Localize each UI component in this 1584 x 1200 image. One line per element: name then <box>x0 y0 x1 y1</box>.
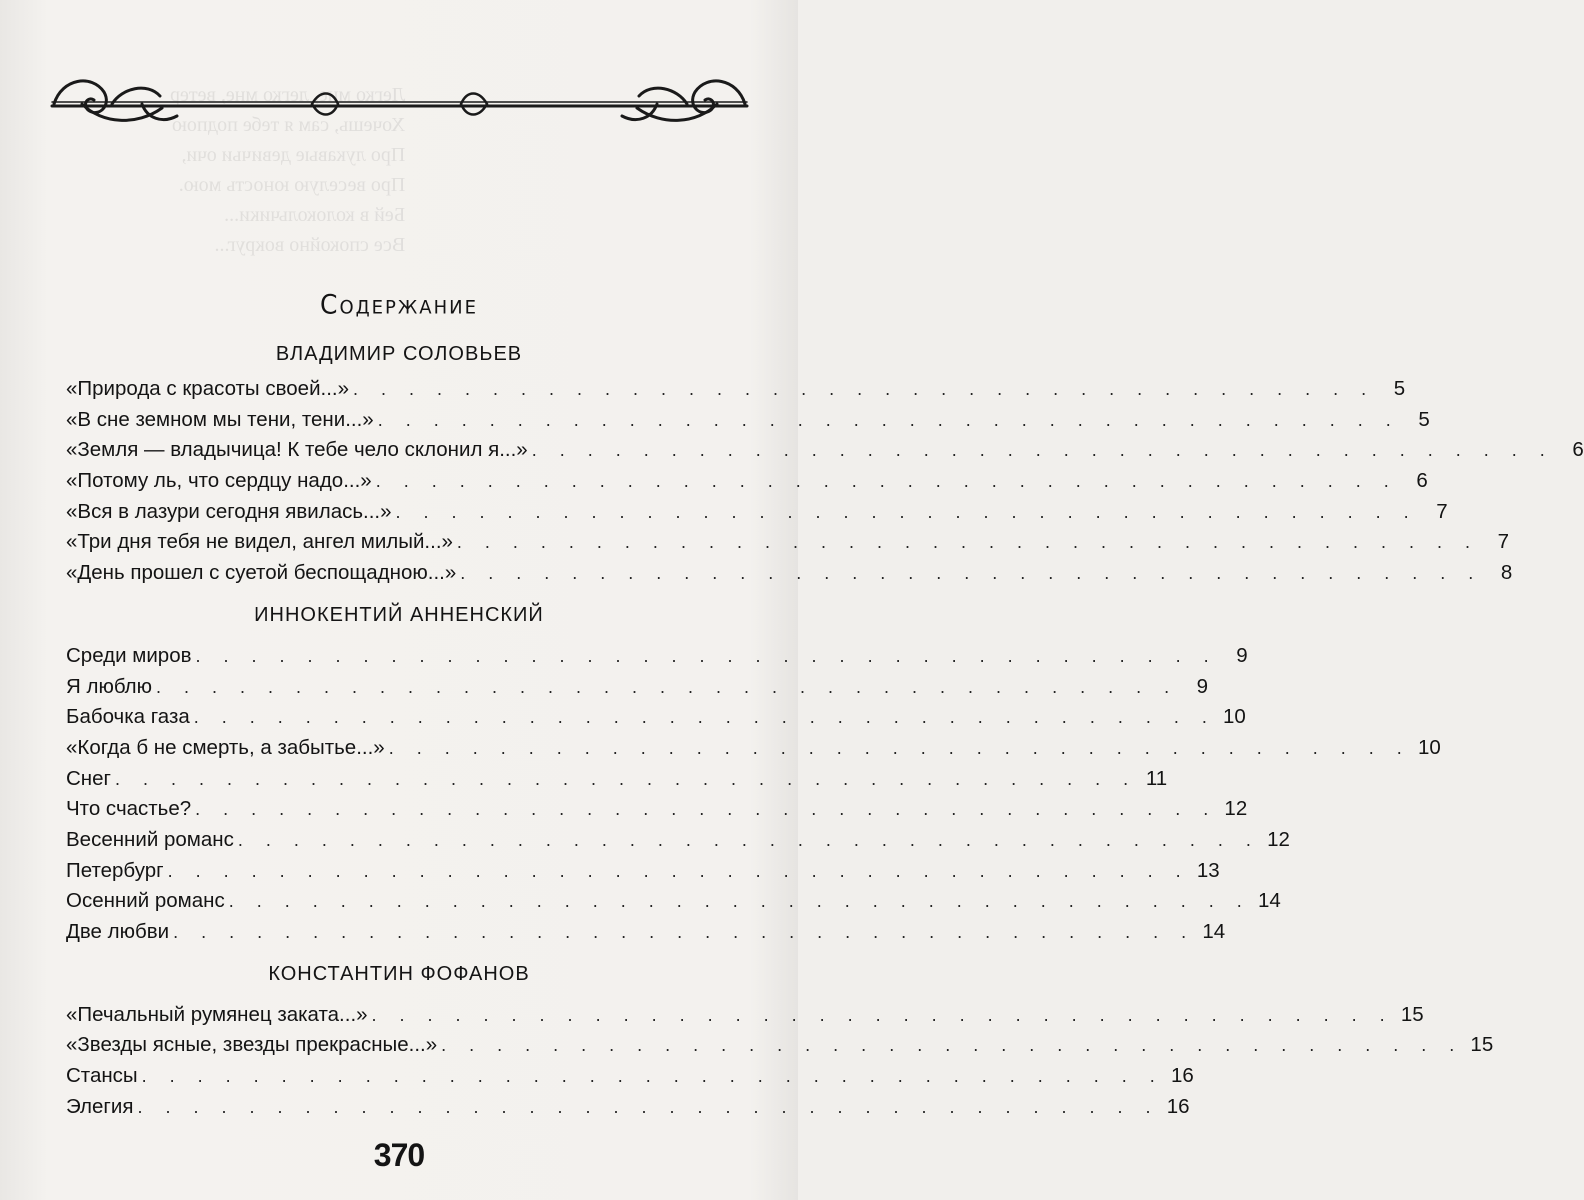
entry-title: Две любви <box>66 920 170 943</box>
dot-leader: . . . . . . . . . . . . . . . . . . . . . . . . . . . . . . . . . . . . . <box>228 891 1251 912</box>
toc-entry[interactable] <box>66 641 1248 672</box>
entry-page: 7 <box>1497 530 1509 554</box>
entry-title: Я люблю <box>66 674 152 698</box>
toc-entry[interactable] <box>66 794 1248 825</box>
toc-entry[interactable] <box>66 917 1226 948</box>
entry-title: Осенний романс <box>66 889 225 913</box>
page-title: Содержание <box>320 289 478 320</box>
toc-entry[interactable] <box>66 1061 1194 1092</box>
toc-entry[interactable] <box>66 1000 1424 1031</box>
entry-page: 13 <box>1196 858 1220 882</box>
entry-page: 10 <box>1223 705 1246 729</box>
toc-entry[interactable] <box>66 374 1406 405</box>
toc-entry[interactable] <box>66 733 1441 764</box>
entry-title: Снег <box>66 766 112 790</box>
entry-page: 5 <box>1418 407 1430 431</box>
entry-page: 9 <box>1196 674 1209 698</box>
entry-page: 5 <box>1393 377 1406 400</box>
entry-title: Что счастье? <box>66 797 192 821</box>
entry-page: 7 <box>1436 499 1448 523</box>
bleed-through-text: Легко мне, легко мне, ветер Хочешь, сам я тебе подпою Про лукавые девичьи очи, Про веселую юность мою. Бей в колокольчики... Все спокойно вокруг... <box>170 84 406 256</box>
entry-page: 15 <box>1470 1033 1494 1057</box>
dot-leader: . . . . . . . . . . . . . . . . . . . . . . . . . . . . . . . . . . . . . <box>441 1035 1464 1056</box>
toc-entry[interactable] <box>66 527 1509 558</box>
entry-page: 16 <box>1166 1094 1190 1118</box>
entry-title: Среди миров <box>66 643 192 667</box>
toc-entry[interactable] <box>66 764 1168 795</box>
entry-title: Бабочка газа <box>66 705 190 729</box>
toc-entry[interactable] <box>66 497 1448 528</box>
author-heading: ИННОКЕНТИЙ АННЕНСКИЙ <box>254 603 544 626</box>
entry-title: Стансы <box>66 1064 138 1088</box>
entry-title: «В сне земном мы тени, тени...» <box>66 407 374 431</box>
entry-page: 6 <box>1416 469 1428 493</box>
entry-title: Весенний романс <box>66 827 234 851</box>
dot-leader: . . . . . . . . . . . . . . . . . . . . . . . . . . . . . . . . . . . . . <box>173 922 1196 942</box>
dot-leader: . . . . . . . . . . . . . . . . . . . . . . . . . . . . . . . . . . . . . <box>141 1066 1164 1087</box>
dot-leader: . . . . . . . . . . . . . . . . . . . . . . . . . . . . . . . . . . . . . <box>377 409 1400 430</box>
dot-leader: . . . . . . . . . . . . . . . . . . . . . . . . . . . . . . . . . . . . . <box>353 379 1376 399</box>
toc-entry[interactable] <box>66 405 1430 436</box>
dot-leader: . . . . . . . . . . . . . . . . . . . . . . . . . . . . . . . . . . . . . <box>137 1096 1160 1117</box>
dot-leader: . . . . . . . . . . . . . . . . . . . . . . . . . . . . . . . . . . . . . <box>167 860 1190 881</box>
entry-page: 14 <box>1202 920 1226 943</box>
entry-page: 10 <box>1417 735 1441 759</box>
entry-title: «Вся в лазури сегодня явилась...» <box>66 499 392 523</box>
entry-title: «Когда б не смерть, а забытье...» <box>66 735 385 759</box>
dot-leader: . . . . . . . . . . . . . . . . . . . . . . . . . . . . . . . . . . . . . <box>531 440 1554 461</box>
entry-page: 12 <box>1267 827 1290 851</box>
toc-entry[interactable] <box>66 558 1513 589</box>
page-number: 370 <box>373 1137 425 1173</box>
toc-entry[interactable] <box>66 672 1209 703</box>
dot-leader: . . . . . . . . . . . . . . . . . . . . . . . . . . . . . . . . . . . . . <box>193 707 1216 728</box>
entry-page: 14 <box>1257 889 1281 913</box>
dot-leader: . . . . . . . . . . . . . . . . . . . . . . . . . . . . . . . . . . . . . <box>195 645 1218 666</box>
toc-entry[interactable] <box>66 466 1428 497</box>
dot-leader: . . . . . . . . . . . . . . . . . . . . . . . . . . . . . . . . . . . . . <box>115 768 1138 789</box>
dot-leader: . . . . . . . . . . . . . . . . . . . . . . . . . . . . . . . . . . . . . <box>371 1004 1394 1025</box>
entry-page: 16 <box>1170 1064 1194 1088</box>
toc-entry[interactable] <box>66 702 1246 733</box>
entry-title: «Звезды ясные, звезды прекрасные...» <box>66 1033 438 1057</box>
entry-title: «Печальный румянец заката...» <box>66 1002 368 1026</box>
author-heading: КОНСТАНТИН ФОФАНОВ <box>268 962 530 985</box>
dot-leader: . . . . . . . . . . . . . . . . . . . . . . . . . . . . . . . . . . . . . <box>456 532 1479 553</box>
entry-page: 9 <box>1236 643 1248 667</box>
entry-title: «День прошел с суетой беспощадною...» <box>66 561 457 585</box>
entry-page: 11 <box>1145 766 1168 790</box>
entry-title: Элегия <box>66 1094 134 1118</box>
entry-title: Петербург <box>66 858 164 882</box>
toc-entry[interactable] <box>66 886 1281 917</box>
entry-title: «Природа с красоты своей...» <box>66 377 350 400</box>
toc-entry[interactable] <box>66 1092 1190 1123</box>
author-heading: ВЛАДИМИР СОЛОВЬЕВ <box>275 343 523 365</box>
dot-leader: . . . . . . . . . . . . . . . . . . . . . . . . . . . . . . . . . . . . . <box>395 501 1418 522</box>
toc-entry[interactable] <box>66 1030 1494 1061</box>
toc-entry[interactable] <box>66 856 1220 887</box>
toc-entry[interactable] <box>66 435 1584 466</box>
entry-page: 8 <box>1500 561 1513 585</box>
dot-leader: . . . . . . . . . . . . . . . . . . . . . . . . . . . . . . . . . . . . . <box>460 563 1483 584</box>
dot-leader: . . . . . . . . . . . . . . . . . . . . . . . . . . . . . . . . . . . . . <box>195 799 1218 820</box>
dot-leader: . . . . . . . . . . . . . . . . . . . . . . . . . . . . . . . . . . . . . <box>388 737 1411 758</box>
entry-title: «Три дня тебя не видел, ангел милый...» <box>66 530 453 554</box>
toc-entry[interactable] <box>66 825 1290 856</box>
entry-title: «Земля — владычица! К тебе чело склонил я...» <box>66 438 528 462</box>
entry-page: 12 <box>1224 797 1248 821</box>
entry-page: 6 <box>1572 438 1584 462</box>
dot-leader: . . . . . . . . . . . . . . . . . . . . . . . . . . . . . . . . . . . . . <box>375 471 1398 492</box>
dot-leader: . . . . . . . . . . . . . . . . . . . . . . . . . . . . . . . . . . . . . <box>237 829 1260 850</box>
table-of-contents <box>66 336 1584 1122</box>
dot-leader: . . . . . . . . . . . . . . . . . . . . . . . . . . . . . . . . . . . . . <box>156 676 1179 697</box>
entry-page: 15 <box>1400 1002 1424 1026</box>
entry-title: «Потому ль, что сердцу надо...» <box>66 469 372 493</box>
